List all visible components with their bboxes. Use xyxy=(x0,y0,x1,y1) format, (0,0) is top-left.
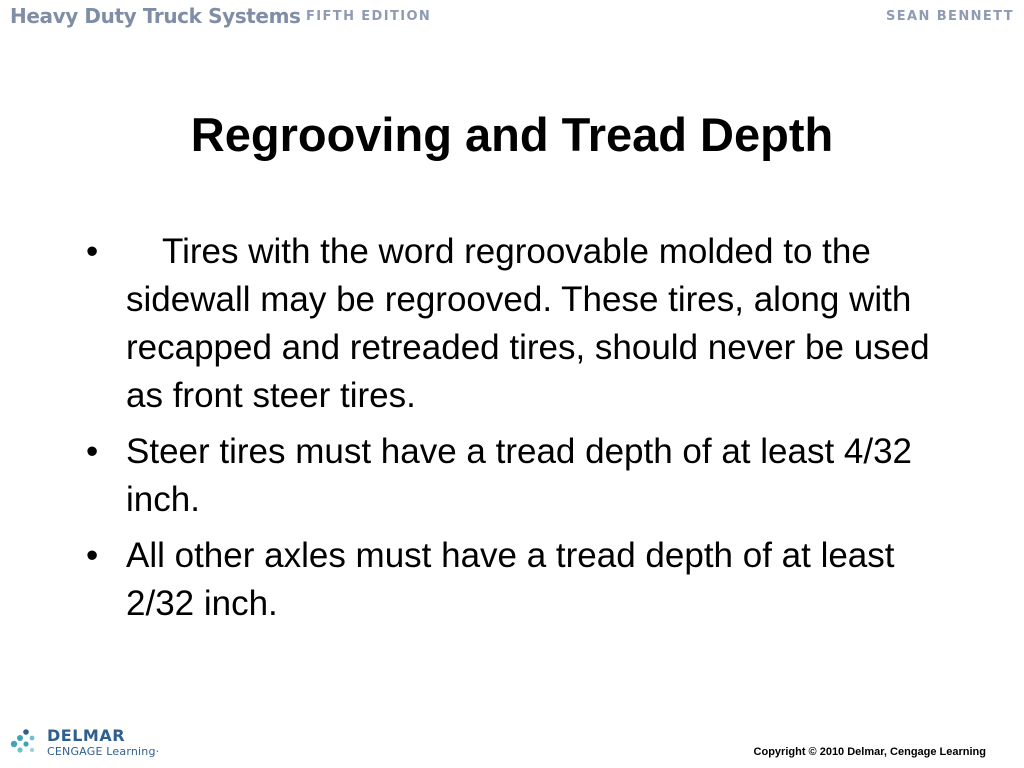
bullet-text: Tires with the word regroovable molded to the sidewall may be regrooved. These tires, along with recapped and retreaded tires, should never be used as front steer tires. xyxy=(126,232,930,415)
logo-brand-text: DELMAR xyxy=(47,726,126,745)
bullet-text: Steer tires must have a tread depth of at least 4/32 inch. xyxy=(126,432,913,519)
slide-header xyxy=(0,0,1024,36)
book-title: Heavy Duty Truck Systems xyxy=(10,4,301,28)
bullet-item xyxy=(86,228,946,420)
bullet-marker: • xyxy=(86,432,99,471)
delmar-dots-icon xyxy=(9,727,39,757)
logo-sub-text: CENGAGE Learning· xyxy=(47,745,160,758)
delmar-cengage-logo xyxy=(9,724,209,764)
bullet-marker: • xyxy=(86,536,99,575)
bullet-list xyxy=(86,228,946,636)
slide-title: Regrooving and Tread Depth xyxy=(190,108,834,161)
author-name: SEAN BENNETT xyxy=(886,9,1014,24)
bullet-text: All other axles must have a tread depth of at least 2/32 inch. xyxy=(126,536,895,623)
copyright-notice: Copyright © 2010 Delmar, Cengage Learning xyxy=(753,746,986,758)
bullet-marker: • xyxy=(86,232,99,271)
bullet-item xyxy=(86,428,946,524)
bullet-item xyxy=(86,532,946,628)
edition-label: FIFTH EDITION xyxy=(306,9,432,24)
